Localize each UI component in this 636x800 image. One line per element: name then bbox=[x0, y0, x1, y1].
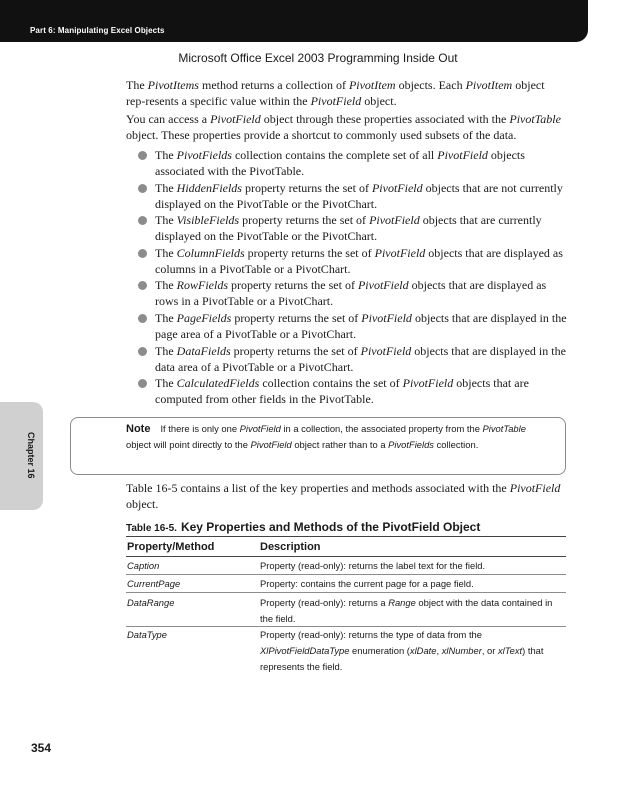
bullet-dot-icon bbox=[138, 151, 147, 160]
table-header-rule bbox=[126, 556, 566, 557]
properties-paragraph: You can access a PivotField object through these properties associated with the PivotTable object. These properties provide a shortcut to commonly used subsets of the data. bbox=[126, 112, 561, 142]
note-label: Note bbox=[126, 423, 151, 435]
bullet-dot-icon bbox=[138, 249, 147, 258]
list-item: The PivotFields collection contains the complete set of all PivotField objects associated with the PivotTable. bbox=[138, 147, 568, 180]
table-cell-name: DataRange bbox=[127, 597, 175, 608]
list-item: The VisibleFields property returns the set of PivotField objects that are currently displayed on the PivotTable or the PivotChart. bbox=[138, 212, 568, 245]
page-number: 354 bbox=[31, 741, 52, 755]
table-caption bbox=[126, 518, 480, 536]
list-item: The ColumnFields property returns the set of PivotField objects that are displayed as columns in a PivotTable or a PivotChart. bbox=[138, 245, 568, 278]
bullet-dot-icon bbox=[138, 216, 147, 225]
table-header-description: Description bbox=[260, 541, 321, 553]
bullet-dot-icon bbox=[138, 314, 147, 323]
part-label: Part 6: Manipulating Excel Objects bbox=[30, 26, 165, 35]
bullet-dot-icon bbox=[138, 281, 147, 290]
bullet-dot-icon bbox=[138, 347, 147, 356]
table-header-property: Property/Method bbox=[127, 541, 215, 553]
table-caption-title: Key Properties and Methods of the PivotField Object bbox=[180, 520, 481, 534]
list-item: The HiddenFields property returns the set of PivotField objects that are not currently displayed on the PivotTable or the PivotChart. bbox=[138, 180, 568, 213]
intro-paragraph: The PivotItems method returns a collection of PivotItem objects. Each PivotItem object rep-resents a specific value within the PivotField object. bbox=[126, 78, 545, 108]
table-cell-name: CurrentPage bbox=[127, 578, 181, 589]
pivotfield-property-list bbox=[138, 147, 568, 408]
table-cell-name: DataType bbox=[127, 629, 167, 640]
table-caption-number: Table 16-5. bbox=[126, 523, 177, 534]
table-row-rule bbox=[126, 574, 566, 575]
table-row-rule bbox=[126, 592, 566, 593]
table-cell-description: Property (read-only): returns a Range object with the data contained in the field. bbox=[260, 597, 553, 624]
table-top-rule bbox=[126, 536, 566, 537]
note-text: Note If there is only one PivotField in a collection, the associated property from the PivotTable object will point directly to the PivotField object rather than to a PivotFields collection. bbox=[126, 423, 526, 450]
list-item: The RowFields property returns the set of PivotField objects that are displayed as rows in a PivotTable or a PivotChart. bbox=[138, 277, 568, 310]
list-item: The DataFields property returns the set of PivotField objects that are displayed in the data area of a PivotTable or a PivotChart. bbox=[138, 343, 568, 376]
bullet-dot-icon bbox=[138, 184, 147, 193]
book-title: Microsoft Office Excel 2003 Programming Inside Out bbox=[178, 51, 458, 65]
list-item: The PageFields property returns the set of PivotField objects that are displayed in the page area of a PivotTable or a PivotChart. bbox=[138, 310, 568, 343]
chapter-side-tab bbox=[0, 402, 43, 510]
bullet-dot-icon bbox=[138, 379, 147, 388]
table-cell-description: Property (read-only): returns the type of data from the XlPivotFieldDataType enumeration (xlDate, xlNumber, or xlText) that represents the field. bbox=[260, 629, 544, 672]
table-cell-description: Property (read-only): returns the label text for the field. bbox=[260, 560, 486, 571]
chapter-side-tab-label: Chapter 16 bbox=[26, 432, 36, 479]
table-cell-name: Caption bbox=[127, 560, 160, 571]
table-intro-paragraph: Table 16-5 contains a list of the key properties and methods associated with the PivotField object. bbox=[126, 481, 561, 511]
table-cell-description: Property: contains the current page for a page field. bbox=[260, 578, 474, 589]
list-item: The CalculatedFields collection contains the set of PivotField objects that are computed from other fields in the PivotTable. bbox=[138, 375, 568, 408]
top-banner bbox=[0, 0, 588, 42]
